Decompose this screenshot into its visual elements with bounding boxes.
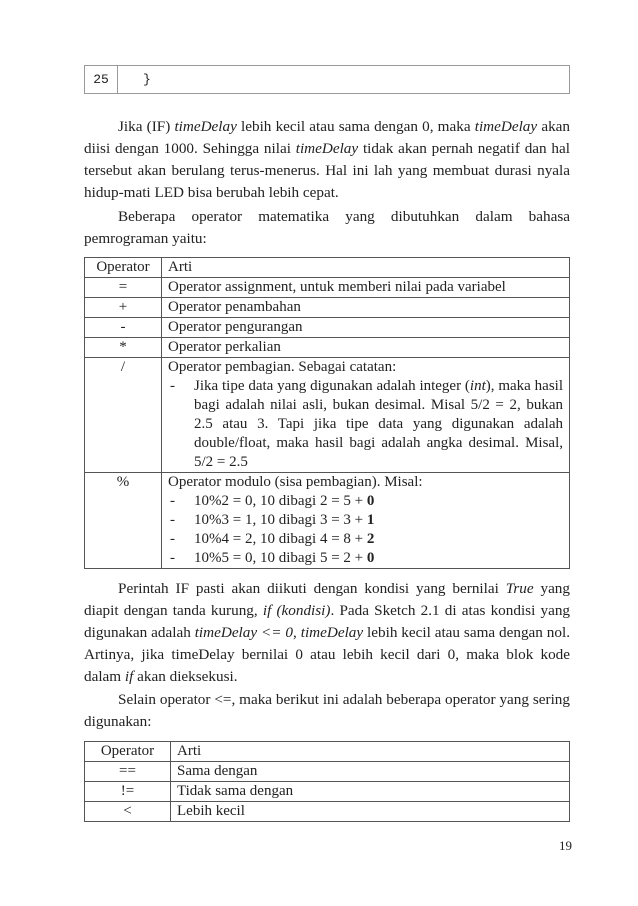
list-item: - 10%4 = 2, 10 dibagi 4 = 8 + 2 [168, 530, 563, 549]
header-operator: Operator [85, 258, 162, 278]
table-row: == Sama dengan [85, 762, 570, 782]
math-operator-table [84, 257, 570, 569]
paragraph-operator-intro: Beberapa operator matematika yang dibutuhkan dalam bahasa pemrograman yaitu: [84, 208, 570, 247]
table-row: * Operator perkalian [85, 338, 570, 358]
header-arti: Arti [162, 258, 570, 278]
list-item: - 10%5 = 0, 10 dibagi 5 = 2 + 0 [168, 549, 563, 568]
table-header-row [85, 258, 570, 278]
code-line-number: 25 [85, 66, 118, 93]
list-item: - Jika tipe data yang digunakan adalah integer (int), maka hasil bagi adalah nilai asli, bukan desimal. Misal 5/2 = 2, bukan 2.5 atau 3. Tapi jika tipe data yang digunakan adalah double/float, maka hasil bagi adalah angka desimal. Misal, 5/2 = 2.5 [168, 377, 563, 472]
paragraph-comparison-intro: Selain operator <=, maka berikut ini adalah beberapa operator yang sering digunakan: [84, 691, 570, 730]
comparison-operator-table [84, 741, 570, 822]
division-notes [168, 377, 563, 472]
code-line-text: } [143, 72, 151, 87]
page-number: 19 [559, 838, 572, 853]
paragraph-if-timedelay: Jika (IF) timeDelay lebih kecil atau sama dengan 0, maka timeDelay akan diisi dengan 1000. Sehingga nilai timeDelay tidak akan pernah negatif dan hal tersebut akan berulang terus-menerus. Hal ini lah yang membuat durasi nyala hidup-mati LED bisa berubah lebih cepat. [84, 118, 570, 201]
table-row-division: / Operator pembagian. Sebagai catatan: - Jika tipe data yang digunakan adalah integer (int), maka hasil bagi adalah nilai asli, bukan desimal. Misal 5/2 = 2, bukan 2.5 atau 3. Tapi jika tipe data yang digunakan adalah double/float, maka hasil bagi adalah angka desimal. Misal, 5/2 = 2.5 [85, 358, 570, 473]
table-row: < Lebih kecil [85, 802, 570, 822]
code-snippet-box [84, 65, 570, 94]
header-arti: Arti [171, 742, 570, 762]
table-row: - Operator pengurangan [85, 318, 570, 338]
table-row: != Tidak sama dengan [85, 782, 570, 802]
table-header-row [85, 742, 570, 762]
table-row: = Operator assignment, untuk memberi nilai pada variabel [85, 278, 570, 298]
table-row-modulo: % Operator modulo (sisa pembagian). Misal: - 10%2 = 0, 10 dibagi 2 = 5 + 0 - 10%3 = 1, 10 dibagi 3 = 3 + 1 - 10%4 = 2, 10 dibagi 4 = 8 + 2 - 10%5 = 0, 10 dibagi 5 = 2 + 0 [85, 473, 570, 569]
division-title: Operator pembagian. Sebagai catatan: [168, 359, 397, 375]
modulo-title: Operator modulo (sisa pembagian). Misal: [168, 474, 423, 490]
modulo-examples [168, 492, 563, 568]
paragraph-if-condition: Perintah IF pasti akan diikuti dengan kondisi yang bernilai True yang diapit dengan tanda kurung, if (kondisi). Pada Sketch 2.1 di atas kondisi yang digunakan adalah timeDelay <= 0, timeDelay lebih kecil atau sama dengan nol. Artinya, jika timeDelay bernilai 0 atau lebih kecil dari 0, maka blok kode dalam if akan dieksekusi. [84, 580, 571, 685]
table-row: + Operator penambahan [85, 298, 570, 318]
list-item: - 10%3 = 1, 10 dibagi 3 = 3 + 1 [168, 511, 563, 530]
header-operator: Operator [85, 742, 171, 762]
list-item: - 10%2 = 0, 10 dibagi 2 = 5 + 0 [168, 492, 563, 511]
